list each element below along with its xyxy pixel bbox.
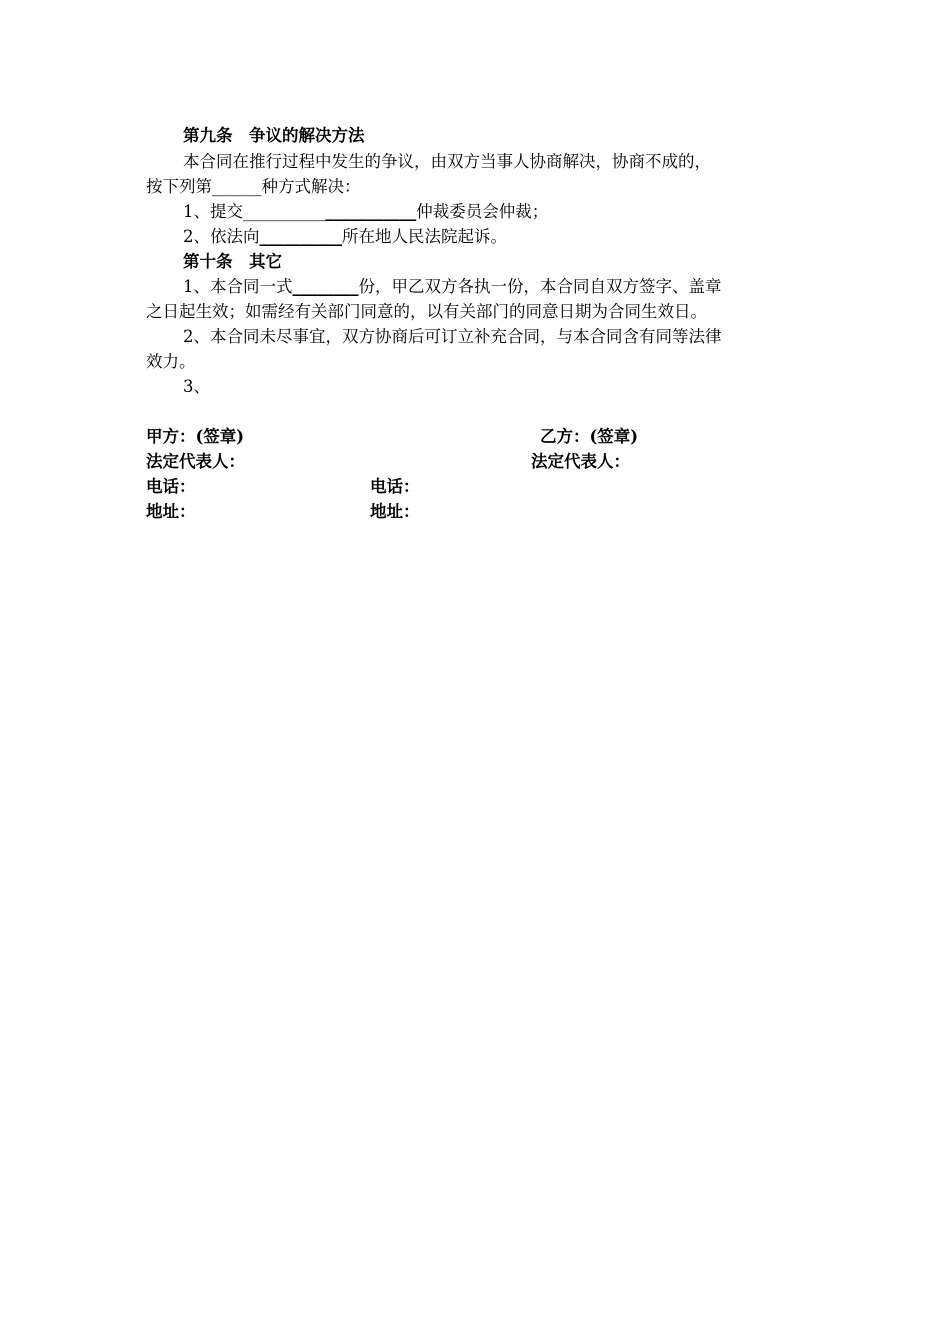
article9-intro-text-a: 按下列第 — [146, 177, 212, 196]
article10-item2-line1: 2、本合同未尽事宜，双方协商后可订立补充合同，与本合同含有同等法律 — [183, 327, 722, 346]
article9-intro-line1: 本合同在推行过程中发生的争议，由双方当事人协商解决，协商不成的， — [183, 152, 711, 171]
court-blank: __________ — [259, 227, 342, 246]
party-b-representative: 法定代表人： — [531, 452, 630, 471]
court-option-text-b: 所在地人民法院起诉。 — [342, 227, 507, 246]
court-option-text-a: 2、依法向 — [183, 227, 260, 246]
party-b-signature: 乙方：(签章) — [540, 427, 639, 446]
party-a-signature: 甲方：(签章) — [146, 427, 245, 446]
arbitration-option-text-b: 仲裁委员会仲裁； — [416, 202, 549, 221]
article9-heading: 第九条 争议的解决方法 — [183, 126, 365, 145]
party-b-address: 地址： — [370, 502, 420, 521]
party-a-phone: 电话： — [146, 477, 196, 496]
arbitration-option-text-a: 1、提交 — [183, 202, 243, 221]
party-a-representative: 法定代表人： — [146, 452, 245, 471]
copies-blank: ________ — [292, 277, 359, 296]
item1-text-a: 1、本合同一式 — [183, 277, 293, 296]
article10-heading: 第十条 其它 — [183, 252, 282, 271]
article10-item1-line2: 之日起生效；如需经有关部门同意的，以有关部门的同意日期为合同生效日。 — [146, 302, 707, 321]
court-option — [183, 225, 507, 249]
item1-text-b: 份，甲乙双方各执一份，本合同自双方签字、盖章 — [358, 277, 722, 296]
article10-item2-line2: 效力。 — [146, 352, 196, 371]
arbitration-blank-1: __________ — [243, 202, 326, 221]
article10-item1-line1 — [183, 275, 722, 299]
party-a-address: 地址： — [146, 502, 196, 521]
party-b-phone: 电话： — [370, 477, 420, 496]
article9-intro-line2 — [146, 175, 361, 199]
article9-intro-text-b: 种方式解决： — [261, 177, 361, 196]
method-choice-blank: ______ — [212, 177, 262, 196]
arbitration-blank-2: ___________ — [325, 202, 417, 221]
article10-item3: 3、 — [183, 377, 210, 396]
arbitration-option — [183, 200, 548, 224]
